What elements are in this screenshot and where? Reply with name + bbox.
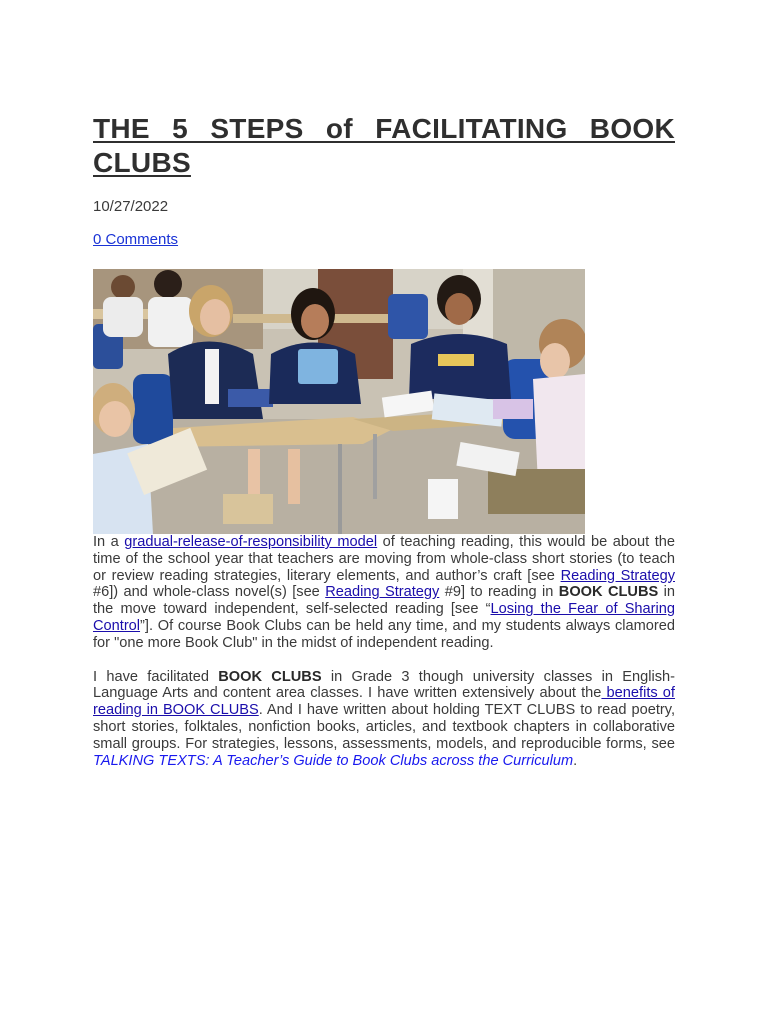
post-photo [93,269,585,534]
p2-text-2: in Grade 3 though university classes in English-Language Arts and content area classes. I have written extensively about the [93,668,675,702]
p1-text-1: In a [93,534,125,550]
p1-text-3: #6]) and whole-class novel(s) [see [93,584,326,601]
link-gradual-release[interactable]: gradual-release-of-responsibility model [124,534,378,550]
p2-text-1: I have facilitated [93,668,219,685]
comments-row [93,231,675,249]
p1-text-5: in the move toward independent, self-selected reading [see “ [93,584,675,618]
link-benefits-book-clubs[interactable]: benefits of reading in BOOK CLUBS [93,685,675,719]
p2-text-4: . [573,752,578,769]
comments-link[interactable]: 0 Comments [93,231,179,248]
classroom-photo-illustration [93,269,585,534]
paragraph-facilitated [93,669,675,770]
p1-text-6: ”]. Of course Book Clubs can be held any time, and my students always clamored for "one more Book Club" in the midst of independent reading. [93,617,675,651]
p1-text-2: of teaching reading, this would be about the time of the school year that teachers are moving from whole-class short stories (to teach or review reading strategies, literary elements, and author’s craft [see [93,534,675,584]
link-losing-fear[interactable]: Losing the Fear of Sharing Control [93,601,675,634]
post-title[interactable]: THE 5 STEPS of FACILITATING BOOK CLUBS [93,113,675,178]
p1-bold-book-clubs: BOOK CLUBS [558,584,659,601]
post-date: 10/27/2022 [93,198,169,215]
p2-bold-book-clubs: BOOK CLUBS [218,668,322,685]
link-talking-texts-book[interactable]: TALKING TEXTS: A Teacher’s Guide to Book Clubs across the Curriculum [93,752,574,769]
p2-text-3: . And I have written about holding TEXT CLUBS to read poetry, short stories, folktales, nonfiction books, articles, and textbook chapters in collaborative small groups. For strategies, lessons, assessments, models, and reproducible forms, see [93,702,675,752]
blog-post [93,112,675,769]
paragraph-intro [93,534,675,652]
link-reading-strategy-9[interactable]: Reading Strategy [325,584,440,601]
link-reading-strategy-6[interactable]: Reading Strategy [560,567,675,584]
p1-text-4: #9] to reading in [439,584,559,601]
